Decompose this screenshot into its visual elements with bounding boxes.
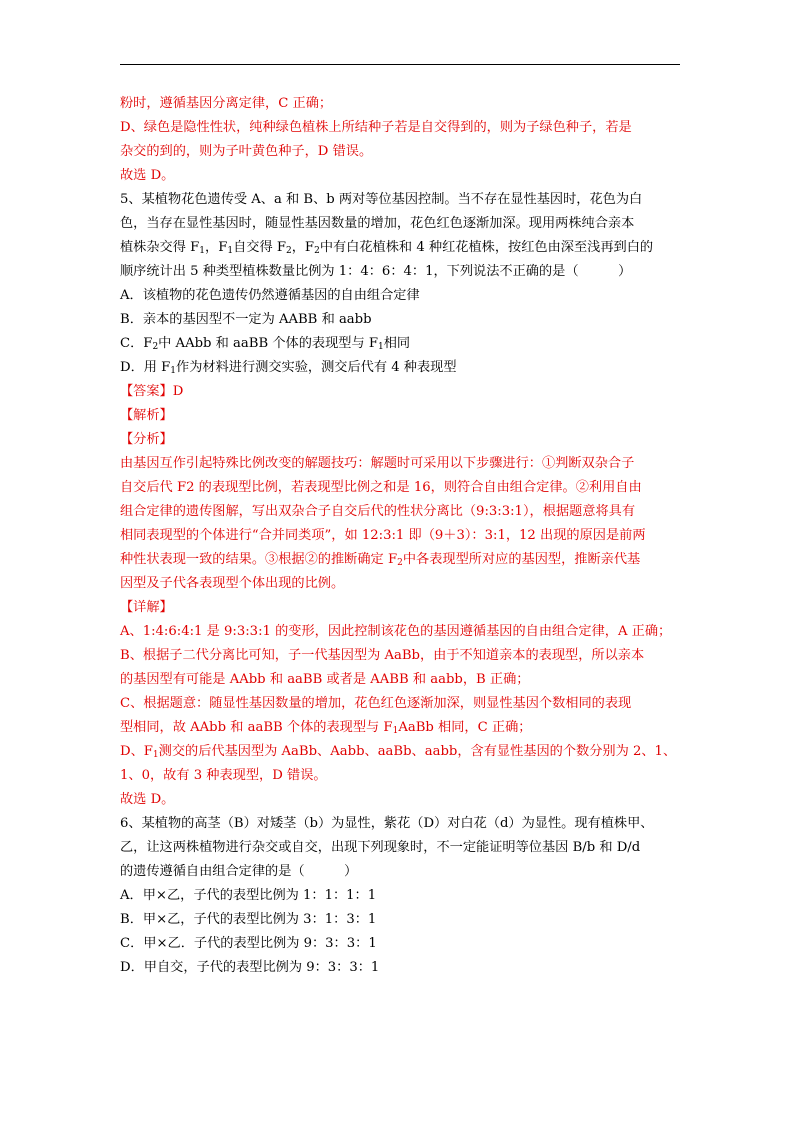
prev-explanation-line: 杂交的到的，则为子叶黄色种子，D 错误。 xyxy=(120,144,373,159)
q5-conclusion: 故选 D。 xyxy=(120,792,175,807)
q6-option-c: C．甲×乙．子代的表型比例为 9：3：3：1 xyxy=(120,936,377,951)
q6-option-d: D．甲自交，子代的表型比例为 9：3：3：1 xyxy=(120,960,380,975)
q6-stem-line: 6、某植物的高茎（B）对矮茎（b）为显性，紫花（D）对白花（d）为显性。现有植株甲、 xyxy=(120,816,654,831)
prev-explanation-line: D、绿色是隐性性状，纯种绿色植株上所结种子若是自交得到的，则为子绿色种子，若是 xyxy=(120,120,632,135)
detail-line: B、根据子二代分离比可知，子一代基因型为 AaBb，由于不知道亲本的表现型，所以亲本 xyxy=(120,648,645,663)
subscript: 1 xyxy=(199,246,206,256)
subscript: 2 xyxy=(152,342,159,352)
q6-option-a: A．甲×乙，子代的表型比例为 1：1：1：1 xyxy=(120,888,377,903)
detail-line: 的基因型有可能是 AAbb 和 aaBB 或者是 AABB 和 aabb，B 正确； xyxy=(120,672,530,687)
subscript: 2 xyxy=(286,246,292,256)
q6-stem-line: 的遗传遵循自由组合定律的是（ ） xyxy=(120,864,358,879)
subscript: 1 xyxy=(152,750,159,760)
page-content xyxy=(120,92,690,980)
subscript: 2 xyxy=(397,558,403,568)
analysis-line: 自交后代 F2 的表现型比例，若表现型比例之和是 16，则符合自由组合定律。②利用自由 xyxy=(120,480,642,495)
detail-line: C、根据题意：随显性基因数量的增加，花色红色逐渐加深，则显性基因个数相同的表现 xyxy=(120,696,632,711)
detail-line: A、1:4:6:4:1 是 9:3:3:1 的变形，因此控制该花色的基因遵循基因的自由组合定律，A 正确； xyxy=(120,624,672,639)
answer-heading: 【答案】D xyxy=(120,384,184,399)
detail-heading: 【详解】 xyxy=(120,600,173,615)
detail-line: D、$F_1$测交的后代基因型为 AaBb、Aabb、aaBb、aabb，含有显性基因的个数分别为 2、1、 xyxy=(120,744,677,760)
q5-option-b: B．亲本的基因型不一定为 AABB 和 aabb xyxy=(120,312,372,327)
q5-option-c: C．$F_2$中 AAbb 和 aaBB 个体的表现型与 $F_1$相同 xyxy=(120,336,411,352)
subscript: 1 xyxy=(227,246,234,256)
q6-stem-line: 乙，让这两株植物进行杂交或自交，出现下列现象时，不一定能证明等位基因 B/b 和 D/d xyxy=(120,840,641,855)
analysis-line: 相同表现型的个体进行“合并同类项”，如 12:3:1 即（9＋3）：3:1，12 出现的原因是前两 xyxy=(120,528,646,543)
q5-stem-line: 顺序统计出 5 种类型植株数量比例为 1：4：6：4：1，下列说法不正确的是（ ） xyxy=(120,264,632,279)
subscript: 1 xyxy=(378,342,384,352)
q5-stem-line: 植株杂交得 $F_1$，$F_1$自交得 $F_2$，$F_2$中有白花植株和 4 种红花植株，按红色由深至浅再到白的 xyxy=(120,240,654,256)
subscript: 1 xyxy=(170,366,177,376)
analysis-line: 种性状表现一致的结果。③根据②的推断确定 $F_2$中各表现型所对应的基因型，推断亲代基 xyxy=(120,552,641,568)
analysis-line: 因型及子代各表现型个体出现的比例。 xyxy=(120,576,345,591)
q6-option-b: B．甲×乙，子代的表型比例为 3：1：3：1 xyxy=(120,912,377,927)
prev-conclusion: 故选 D。 xyxy=(120,168,175,183)
q5-option-a: A．该植物的花色遗传仍然遵循基因的自由组合定律 xyxy=(120,288,420,303)
detail-line: 型相同，故 AAbb 和 aaBB 个体的表现型与 $F_1AaBb$ 相同，C 正确； xyxy=(120,720,532,736)
analysis-line: 由基因互作引起特殊比例改变的解题技巧：解题时可采用以下步骤进行：①判断双杂合子 xyxy=(120,456,635,471)
analysis-line: 组合定律的遗传图解，写出双杂合子自交后代的性状分离比（9:3:3:1），根据题意将具有 xyxy=(120,504,636,519)
q5-stem-line: 色，当存在显性基因时，随显性基因数量的增加，花色红色逐渐加深。现用两株纯合亲本 xyxy=(120,216,635,231)
analysis-heading: 【分析】 xyxy=(120,432,173,447)
subscript: 1 xyxy=(392,726,399,736)
q5-stem-line: 5、某植物花色遗传受 A、a 和 B、b 两对等位基因控制。当不存在显性基因时，花色为白 xyxy=(120,192,643,207)
explanation-heading: 【解析】 xyxy=(120,408,173,423)
detail-line: 1、0，故有 3 种表现型，D 错误。 xyxy=(120,768,327,783)
subscript: 2 xyxy=(314,246,320,256)
prev-explanation-line: 粉时，遵循基因分离定律，C 正确； xyxy=(120,96,333,111)
header-rule xyxy=(120,64,680,65)
q5-option-d: D．用 $F_1$作为材料进行测交实验，测交后代有 4 种表现型 xyxy=(120,360,457,376)
